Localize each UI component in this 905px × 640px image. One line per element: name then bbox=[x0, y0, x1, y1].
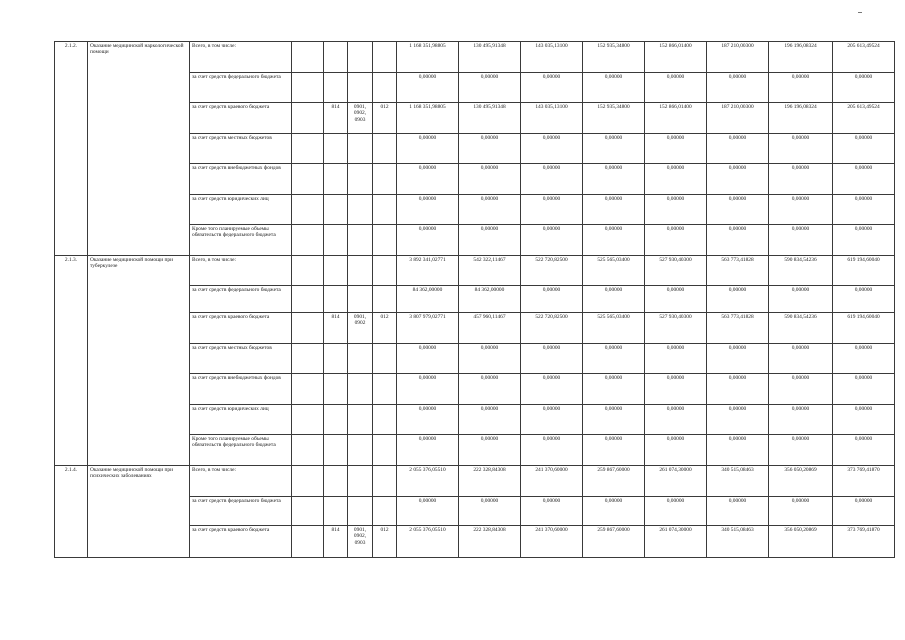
rzpr-code-cell bbox=[348, 466, 373, 497]
amount-cell: 0,00000 bbox=[707, 435, 769, 466]
funding-source-cell: Кроме того планируемые объемы обязательств федерального бюджета bbox=[190, 225, 292, 256]
activity-name-cell: Оказание медицинской помощи при туберкулезе bbox=[88, 256, 190, 466]
amount-cell: 130 495,91348 bbox=[459, 42, 521, 73]
funding-source-cell: за счет средств внебюджетных фондов bbox=[190, 374, 292, 405]
amount-cell: 0,00000 bbox=[707, 164, 769, 195]
amount-cell: 0,00000 bbox=[645, 344, 707, 374]
grbs-code-cell bbox=[324, 73, 348, 103]
amount-cell: 152 866,01400 bbox=[645, 42, 707, 73]
amount-cell: 0,00000 bbox=[769, 374, 833, 405]
grbs-code-cell bbox=[324, 435, 348, 466]
csr-code-cell: 012 bbox=[373, 103, 397, 134]
grbs-code-cell: 814 bbox=[324, 526, 348, 558]
grbs-code-cell bbox=[324, 405, 348, 435]
amount-cell: 0,00000 bbox=[833, 497, 895, 526]
amount-cell: 527 930,40300 bbox=[645, 256, 707, 286]
amount-cell: 522 720,82500 bbox=[521, 313, 583, 344]
rzpr-code-cell bbox=[348, 374, 373, 405]
grbs-code-cell bbox=[324, 225, 348, 256]
amount-cell: 241 370,60000 bbox=[521, 526, 583, 558]
amount-cell: 0,00000 bbox=[583, 405, 645, 435]
amount-cell: 590 834,54236 bbox=[769, 313, 833, 344]
amount-cell: 0,00000 bbox=[833, 225, 895, 256]
csr-code-cell bbox=[373, 256, 397, 286]
amount-cell: 527 930,40300 bbox=[645, 313, 707, 344]
amount-cell: 0,00000 bbox=[583, 497, 645, 526]
funding-source-cell: за счет средств юридических лиц bbox=[190, 405, 292, 435]
empty-cell bbox=[292, 103, 324, 134]
amount-cell: 0,00000 bbox=[833, 286, 895, 313]
row-number-cell: 2.1.4. bbox=[55, 466, 88, 558]
amount-cell: 0,00000 bbox=[707, 73, 769, 103]
empty-cell bbox=[292, 466, 324, 497]
amount-cell: 0,00000 bbox=[707, 134, 769, 164]
amount-cell: 1 168 351,98805 bbox=[397, 103, 459, 134]
amount-cell: 0,00000 bbox=[833, 134, 895, 164]
amount-cell: 187 210,00300 bbox=[707, 42, 769, 73]
amount-cell: 0,00000 bbox=[459, 164, 521, 195]
amount-cell: 0,00000 bbox=[521, 195, 583, 225]
empty-cell bbox=[292, 497, 324, 526]
funding-source-cell: за счет средств краевого бюджета bbox=[190, 526, 292, 558]
csr-code-cell bbox=[373, 42, 397, 73]
grbs-code-cell bbox=[324, 466, 348, 497]
amount-cell: 0,00000 bbox=[521, 497, 583, 526]
csr-code-cell: 012 bbox=[373, 313, 397, 344]
amount-cell: 0,00000 bbox=[583, 286, 645, 313]
amount-cell: 0,00000 bbox=[459, 195, 521, 225]
rzpr-code-cell bbox=[348, 405, 373, 435]
csr-code-cell bbox=[373, 286, 397, 313]
csr-code-cell bbox=[373, 466, 397, 497]
rzpr-code-cell bbox=[348, 164, 373, 195]
amount-cell: 0,00000 bbox=[707, 195, 769, 225]
amount-cell: 0,00000 bbox=[707, 225, 769, 256]
grbs-code-cell: 814 bbox=[324, 103, 348, 134]
rzpr-code-cell bbox=[348, 73, 373, 103]
empty-cell bbox=[292, 435, 324, 466]
funding-source-cell: за счет средств федерального бюджета bbox=[190, 497, 292, 526]
amount-cell: 3 892 341,02771 bbox=[397, 256, 459, 286]
amount-cell: 196 196,08324 bbox=[769, 42, 833, 73]
amount-cell: 0,00000 bbox=[645, 435, 707, 466]
table-row bbox=[55, 42, 895, 73]
amount-cell: 0,00000 bbox=[583, 344, 645, 374]
amount-cell: 259 867,60000 bbox=[583, 466, 645, 497]
amount-cell: 0,00000 bbox=[521, 286, 583, 313]
amount-cell: 0,00000 bbox=[459, 405, 521, 435]
amount-cell: 457 960,11467 bbox=[459, 313, 521, 344]
amount-cell: 0,00000 bbox=[833, 73, 895, 103]
amount-cell: 0,00000 bbox=[707, 405, 769, 435]
budget-table-body bbox=[55, 42, 895, 558]
amount-cell: 187 210,00300 bbox=[707, 103, 769, 134]
budget-table bbox=[54, 41, 895, 558]
amount-cell: 0,00000 bbox=[833, 344, 895, 374]
activity-name-cell: Оказание медицинской наркологической помощи bbox=[88, 42, 190, 256]
funding-source-cell: за счет средств внебюджетных фондов bbox=[190, 164, 292, 195]
amount-cell: 525 565,03400 bbox=[583, 256, 645, 286]
amount-cell: 590 834,54236 bbox=[769, 256, 833, 286]
amount-cell: 0,00000 bbox=[397, 405, 459, 435]
funding-source-cell: за счет средств местных бюджетов bbox=[190, 344, 292, 374]
amount-cell: 0,00000 bbox=[769, 225, 833, 256]
amount-cell: 0,00000 bbox=[583, 225, 645, 256]
amount-cell: 522 720,82500 bbox=[521, 256, 583, 286]
empty-cell bbox=[292, 313, 324, 344]
page-corner-mark bbox=[858, 12, 862, 13]
rzpr-code-cell bbox=[348, 42, 373, 73]
empty-cell bbox=[292, 225, 324, 256]
amount-cell: 0,00000 bbox=[707, 286, 769, 313]
amount-cell: 0,00000 bbox=[459, 225, 521, 256]
amount-cell: 0,00000 bbox=[645, 195, 707, 225]
csr-code-cell bbox=[373, 225, 397, 256]
amount-cell: 222 328,84308 bbox=[459, 466, 521, 497]
amount-cell: 259 867,60000 bbox=[583, 526, 645, 558]
amount-cell: 619 194,60040 bbox=[833, 313, 895, 344]
rzpr-code-cell: 0901, 0902 bbox=[348, 313, 373, 344]
amount-cell: 152 935,34800 bbox=[583, 42, 645, 73]
amount-cell: 0,00000 bbox=[583, 195, 645, 225]
grbs-code-cell bbox=[324, 42, 348, 73]
csr-code-cell bbox=[373, 73, 397, 103]
amount-cell: 0,00000 bbox=[769, 497, 833, 526]
grbs-code-cell bbox=[324, 164, 348, 195]
amount-cell: 0,00000 bbox=[583, 164, 645, 195]
amount-cell: 542 322,11467 bbox=[459, 256, 521, 286]
table-row bbox=[55, 466, 895, 497]
amount-cell: 0,00000 bbox=[459, 435, 521, 466]
amount-cell: 619 194,60040 bbox=[833, 256, 895, 286]
amount-cell: 0,00000 bbox=[397, 134, 459, 164]
rzpr-code-cell bbox=[348, 134, 373, 164]
amount-cell: 261 074,30000 bbox=[645, 526, 707, 558]
amount-cell: 3 807 979,02771 bbox=[397, 313, 459, 344]
table-row bbox=[55, 256, 895, 286]
empty-cell bbox=[292, 256, 324, 286]
empty-cell bbox=[292, 405, 324, 435]
funding-source-cell: за счет средств юридических лиц bbox=[190, 195, 292, 225]
amount-cell: 0,00000 bbox=[397, 374, 459, 405]
empty-cell bbox=[292, 42, 324, 73]
empty-cell bbox=[292, 73, 324, 103]
amount-cell: 0,00000 bbox=[833, 435, 895, 466]
amount-cell: 152 866,01400 bbox=[645, 103, 707, 134]
row-number-cell: 2.1.3. bbox=[55, 256, 88, 466]
amount-cell: 356 050,20869 bbox=[769, 466, 833, 497]
rzpr-code-cell bbox=[348, 435, 373, 466]
amount-cell: 0,00000 bbox=[645, 286, 707, 313]
amount-cell: 0,00000 bbox=[769, 344, 833, 374]
amount-cell: 0,00000 bbox=[833, 164, 895, 195]
rzpr-code-cell bbox=[348, 195, 373, 225]
csr-code-cell bbox=[373, 435, 397, 466]
amount-cell: 0,00000 bbox=[645, 374, 707, 405]
amount-cell: 0,00000 bbox=[645, 134, 707, 164]
csr-code-cell: 012 bbox=[373, 526, 397, 558]
csr-code-cell bbox=[373, 374, 397, 405]
rzpr-code-cell bbox=[348, 286, 373, 313]
amount-cell: 0,00000 bbox=[707, 497, 769, 526]
funding-source-cell: за счет средств краевого бюджета bbox=[190, 103, 292, 134]
amount-cell: 0,00000 bbox=[707, 344, 769, 374]
amount-cell: 84 362,00000 bbox=[397, 286, 459, 313]
amount-cell: 0,00000 bbox=[521, 225, 583, 256]
amount-cell: 525 565,03400 bbox=[583, 313, 645, 344]
grbs-code-cell bbox=[324, 374, 348, 405]
amount-cell: 0,00000 bbox=[521, 405, 583, 435]
empty-cell bbox=[292, 286, 324, 313]
empty-cell bbox=[292, 134, 324, 164]
amount-cell: 0,00000 bbox=[769, 435, 833, 466]
amount-cell: 196 196,08324 bbox=[769, 103, 833, 134]
empty-cell bbox=[292, 344, 324, 374]
amount-cell: 0,00000 bbox=[397, 435, 459, 466]
amount-cell: 205 613,49524 bbox=[833, 42, 895, 73]
amount-cell: 0,00000 bbox=[645, 405, 707, 435]
amount-cell: 340 515,08463 bbox=[707, 466, 769, 497]
amount-cell: 0,00000 bbox=[833, 195, 895, 225]
csr-code-cell bbox=[373, 195, 397, 225]
funding-source-cell: за счет средств федерального бюджета bbox=[190, 286, 292, 313]
amount-cell: 0,00000 bbox=[521, 435, 583, 466]
amount-cell: 0,00000 bbox=[583, 374, 645, 405]
rzpr-code-cell bbox=[348, 256, 373, 286]
csr-code-cell bbox=[373, 497, 397, 526]
amount-cell: 0,00000 bbox=[769, 73, 833, 103]
amount-cell: 84 362,00000 bbox=[459, 286, 521, 313]
funding-source-cell: за счет средств краевого бюджета bbox=[190, 313, 292, 344]
funding-source-cell: Всего, в том числе: bbox=[190, 42, 292, 73]
rzpr-code-cell bbox=[348, 497, 373, 526]
grbs-code-cell bbox=[324, 134, 348, 164]
funding-source-cell: за счет средств федерального бюджета bbox=[190, 73, 292, 103]
amount-cell: 0,00000 bbox=[645, 225, 707, 256]
rzpr-code-cell bbox=[348, 344, 373, 374]
csr-code-cell bbox=[373, 344, 397, 374]
amount-cell: 0,00000 bbox=[583, 73, 645, 103]
amount-cell: 130 495,91348 bbox=[459, 103, 521, 134]
grbs-code-cell bbox=[324, 256, 348, 286]
amount-cell: 0,00000 bbox=[707, 374, 769, 405]
csr-code-cell bbox=[373, 164, 397, 195]
amount-cell: 0,00000 bbox=[397, 344, 459, 374]
amount-cell: 0,00000 bbox=[521, 73, 583, 103]
csr-code-cell bbox=[373, 134, 397, 164]
amount-cell: 0,00000 bbox=[459, 134, 521, 164]
amount-cell: 373 769,41870 bbox=[833, 466, 895, 497]
amount-cell: 222 328,84308 bbox=[459, 526, 521, 558]
amount-cell: 0,00000 bbox=[769, 195, 833, 225]
amount-cell: 356 050,20869 bbox=[769, 526, 833, 558]
grbs-code-cell bbox=[324, 344, 348, 374]
amount-cell: 152 935,34800 bbox=[583, 103, 645, 134]
amount-cell: 0,00000 bbox=[521, 134, 583, 164]
amount-cell: 0,00000 bbox=[521, 344, 583, 374]
amount-cell: 0,00000 bbox=[583, 435, 645, 466]
amount-cell: 143 035,13100 bbox=[521, 42, 583, 73]
amount-cell: 0,00000 bbox=[397, 225, 459, 256]
amount-cell: 563 773,41828 bbox=[707, 313, 769, 344]
amount-cell: 0,00000 bbox=[459, 344, 521, 374]
grbs-code-cell bbox=[324, 497, 348, 526]
amount-cell: 0,00000 bbox=[459, 497, 521, 526]
amount-cell: 0,00000 bbox=[459, 73, 521, 103]
amount-cell: 0,00000 bbox=[769, 286, 833, 313]
amount-cell: 0,00000 bbox=[397, 164, 459, 195]
amount-cell: 2 055 376,05510 bbox=[397, 526, 459, 558]
activity-name-cell: Оказание медицинской помощи при психических заболеваниях bbox=[88, 466, 190, 558]
csr-code-cell bbox=[373, 405, 397, 435]
amount-cell: 0,00000 bbox=[769, 405, 833, 435]
amount-cell: 143 035,13100 bbox=[521, 103, 583, 134]
amount-cell: 241 370,60000 bbox=[521, 466, 583, 497]
empty-cell bbox=[292, 374, 324, 405]
rzpr-code-cell bbox=[348, 225, 373, 256]
amount-cell: 2 055 376,05510 bbox=[397, 466, 459, 497]
amount-cell: 0,00000 bbox=[397, 73, 459, 103]
empty-cell bbox=[292, 526, 324, 558]
amount-cell: 0,00000 bbox=[397, 195, 459, 225]
amount-cell: 0,00000 bbox=[769, 164, 833, 195]
amount-cell: 563 773,41828 bbox=[707, 256, 769, 286]
funding-source-cell: Кроме того планируемые объемы обязательств федерального бюджета bbox=[190, 435, 292, 466]
amount-cell: 261 074,30000 bbox=[645, 466, 707, 497]
amount-cell: 340 515,08463 bbox=[707, 526, 769, 558]
amount-cell: 205 613,49524 bbox=[833, 103, 895, 134]
funding-source-cell: Всего, в том числе: bbox=[190, 466, 292, 497]
amount-cell: 0,00000 bbox=[397, 497, 459, 526]
amount-cell: 373 769,41870 bbox=[833, 526, 895, 558]
empty-cell bbox=[292, 195, 324, 225]
funding-source-cell: Всего, в том числе: bbox=[190, 256, 292, 286]
funding-source-cell: за счет средств местных бюджетов bbox=[190, 134, 292, 164]
amount-cell: 0,00000 bbox=[521, 164, 583, 195]
amount-cell: 0,00000 bbox=[769, 134, 833, 164]
amount-cell: 0,00000 bbox=[521, 374, 583, 405]
grbs-code-cell: 814 bbox=[324, 313, 348, 344]
amount-cell: 0,00000 bbox=[583, 134, 645, 164]
empty-cell bbox=[292, 164, 324, 195]
amount-cell: 1 168 351,98805 bbox=[397, 42, 459, 73]
rzpr-code-cell: 0901, 0902, 0903 bbox=[348, 103, 373, 134]
amount-cell: 0,00000 bbox=[645, 164, 707, 195]
amount-cell: 0,00000 bbox=[645, 497, 707, 526]
rzpr-code-cell: 0901, 0902, 0903 bbox=[348, 526, 373, 558]
grbs-code-cell bbox=[324, 286, 348, 313]
amount-cell: 0,00000 bbox=[833, 405, 895, 435]
amount-cell: 0,00000 bbox=[645, 73, 707, 103]
amount-cell: 0,00000 bbox=[833, 374, 895, 405]
grbs-code-cell bbox=[324, 195, 348, 225]
row-number-cell: 2.1.2. bbox=[55, 42, 88, 256]
amount-cell: 0,00000 bbox=[459, 374, 521, 405]
